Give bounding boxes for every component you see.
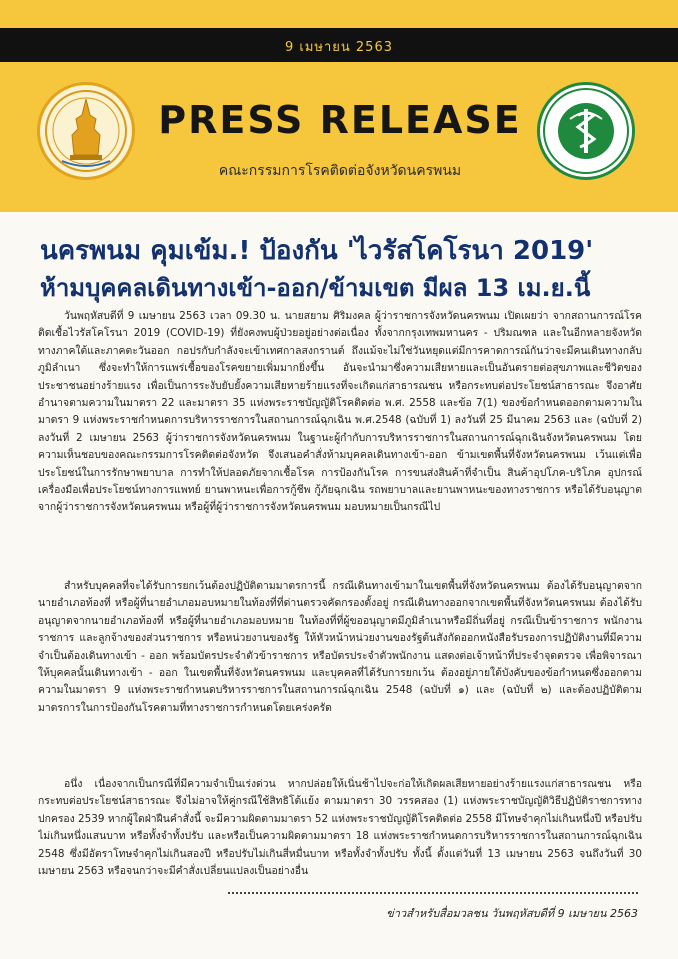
body-paragraph-1: วันพฤหัสบดีที่ 9 เมษายน 2563 เวลา 09.30 น. นายสยาม ศิริมงคล ผู้ว่าราชการจังหวัดนครพนม เปิดเผยว่า จากสถานการณ์โรคติดเชื้อไวรัสโคโรนา 2019 (COVID-19) ที่ยังคงพบผู้ป่วยอยู่อย่างต่อเนื่อง ทั้งจากกรุงเทพมหานคร - ปริมณฑล และในอีกหลายจังหวัดทางภาคใต้และภาคตะวันออก กอปรกับกำลังจะเข้าเทศกาลสงกรานต์ ถึงแม้จะไม่ใช่วันหยุดแต่มีการคาดการณ์กันว่าจะมีคนเดินทางกลับภูมิลำเนา ซึ่งจะทำให้การแพร่เชื้อของโรคขยายเพิ่มมากยิ่งขึ้น อันจะนำมาซึ่งความเสียหายและเป็นอันตรายต่อสุขภาพและชีวิตของประชาชนอย่างร้ายแรง เพื่อเป็นการระงับยับยั้งความเสียหายร้ายแรงที่จะเกิดแก่สาธารณชน หรือกระทบต่อประโยชน์สาธารณะ จึงอาศัยอำนาจตามความในมาตรา 22 และมาตรา 35 แห่งพระราชบัญญัติโรคติดต่อ พ.ศ. 2558 และข้อ 7(1) ของข้อกำหนดออกตามความในมาตรา 9 แห่งพระราชกำหนดการบริหารราชการในสถานการณ์ฉุกเฉิน พ.ศ.2548 (ฉบับที่ 1) ลงวันที่ 25 มีนาคม 2563 และ (ฉบับที่ 2) ลงวันที่ 2 เมษายน 2563 ผู้ว่าราชการจังหวัดนครพนม ในฐานะผู้กำกับการบริหารราชการในสถานการณ์ฉุกเฉินจังหวัดนครพนม โดยความเห็นชอบของคณะกรรมการโรคติดต่อจังหวัด จึงเสนอคำสั่งห้ามบุคคลเดินทางเข้า-ออก ข้ามเขตพื้นที่จังหวัดนครพนม เว้นแต่เพื่อประโยชน์ในการรักษาพยาบาล การทำให้ปลอดภัยจากเชื้อโรค การป้องกันโรค การขนส่งสินค้าที่จำเป็น สินค้าอุปโภค-บริโภค อุปกรณ์เครื่องมือเพื่อประโยชน์ทางการแพทย์ ยานพาหนะเพื่อการกู้ชีพ กู้ภัยฉุกเฉิน รถพยาบาลและยานพาหนะของทางราชการ หรือได้รับอนุญาตจากผู้ว่าราชการจังหวัดนครพนม หรือผู้ที่ผู้ว่าราชการจังหวัดนครพนม มอบหมายเป็นกรณีไป (38, 310, 642, 514)
provincial-seal-icon (37, 82, 135, 180)
release-date: 9 เมษายน 2563 (284, 40, 393, 55)
headline-line-2: ห้ามบุคคลเดินทางเข้า-ออก/ข้ามเขต มีผล 13 เม.ย.นี้ (40, 274, 591, 302)
ministry-public-health-seal-icon (537, 82, 635, 180)
press-release-title: PRESS RELEASE (158, 98, 522, 142)
dotted-divider (228, 892, 638, 894)
body-paragraph-2: สำหรับบุคคลที่จะได้รับการยกเว้นต้องปฏิบัติตามมาตรการนี้ กรณีเดินทางเข้ามาในเขตพื้นที่จังหวัดนครพนม ต้องได้รับอนุญาตจากนายอำเภอท้องที่ หรือผู้ที่นายอำเภอมอบหมายในท้องที่ที่ด่านตรวจคัดกรองตั้งอยู่ กรณีเดินทางออกจากเขตพื้นที่จังหวัดนครพนม ต้องได้รับอนุญาตจากนายอำเภอท้องที่ หรือผู้ที่นายอำเภอมอบหมาย ในท้องที่ที่ผู้ขออนุญาตมีภูมิลำเนาหรือมีถิ่นที่อยู่ กรณีเป็นข้าราชการ พนักงานราชการ และลูกจ้างของส่วนราชการ หรือหน่วยงานของรัฐ ให้หัวหน้าหน่วยงานของรัฐต้นสังกัดออกหนังสือรับรองการปฏิบัติงานที่มีความจำเป็นต้องเดินทางเข้า - ออก พร้อมบัตรประจำตัวข้าราชการ หรือบัตรประจำตัวพนักงาน แสดงต่อเจ้าหน้าที่ประจำจุดตรวจ เพื่อพิจารณาให้บุคคลนั้นเดินทางเข้า - ออก ในเขตพื้นที่จังหวัดนครพนม และบุคคลที่ได้รับการยกเว้น ต้องอยู่ภายใต้บังคับของข้อกำหนดซึ่งออกตามความในมาตรา 9 แห่งพระราชกำหนดบริหารราชการในสถานการณ์ฉุกเฉิน 2548 (ฉบับที่ ๑) และ (ฉบับที่ ๒) และต้องปฏิบัติตามมาตรการในการป้องกันโรคตามที่ทางราชการกำหนดโดยเคร่งครัด (38, 580, 642, 714)
committee-subtitle: คณะกรรมการโรคติดต่อจังหวัดนครพนม (218, 163, 462, 179)
body-paragraph-3: อนึ่ง เนื่องจากเป็นกรณีที่มีความจำเป็นเร่งด่วน หากปล่อยให้เนิ่นช้าไปจะก่อให้เกิดผลเสียหายอย่างร้ายแรงแก่สาธารณชน หรือกระทบต่อประโยชน์สาธารณะ จึงไม่อาจให้คู่กรณีใช้สิทธิโต้แย้ง ตามมาตรา 30 วรรคสอง (1) แห่งพระราชบัญญัติวิธีปฏิบัติราชการทางปกครอง 2539 หากผู้ใดฝ่าฝืนคำสั่งนี้ จะมีความผิดตามมาตรา 52 แห่งพระราชบัญญัติโรคติดต่อ 2558 มีโทษจำคุกไม่เกินหนึ่งปี หรือปรับไม่เกินหนึ่งแสนบาท หรือทั้งจำทั้งปรับ และหรือเป็นความผิดตามมาตรา 18 แห่งพระราชกำหนดการบริหารราชการในสถานการณ์ฉุกเฉิน 2548 ซึ่งมีอัตราโทษจำคุกไม่เกินสองปี หรือปรับไม่เกินสี่หมื่นบาท หรือทั้งจำทั้งปรับ ทั้งนี้ ตั้งแต่วันที่ 13 เมษายน 2563 จนถึงวันที่ 30 เมษายน 2563 หรือจนกว่าจะมีคำสั่งเปลี่ยนแปลงเป็นอย่างอื่น (38, 778, 642, 878)
footer-note: ข่าวสำหรับสื่อมวลชน วันพฤหัสบดีที่ 9 เมษายน 2563 (386, 907, 638, 920)
headline-line-1: นครพนม คุมเข้ม.! ป้องกัน 'ไวรัสโคโรนา 2019' (40, 236, 594, 266)
